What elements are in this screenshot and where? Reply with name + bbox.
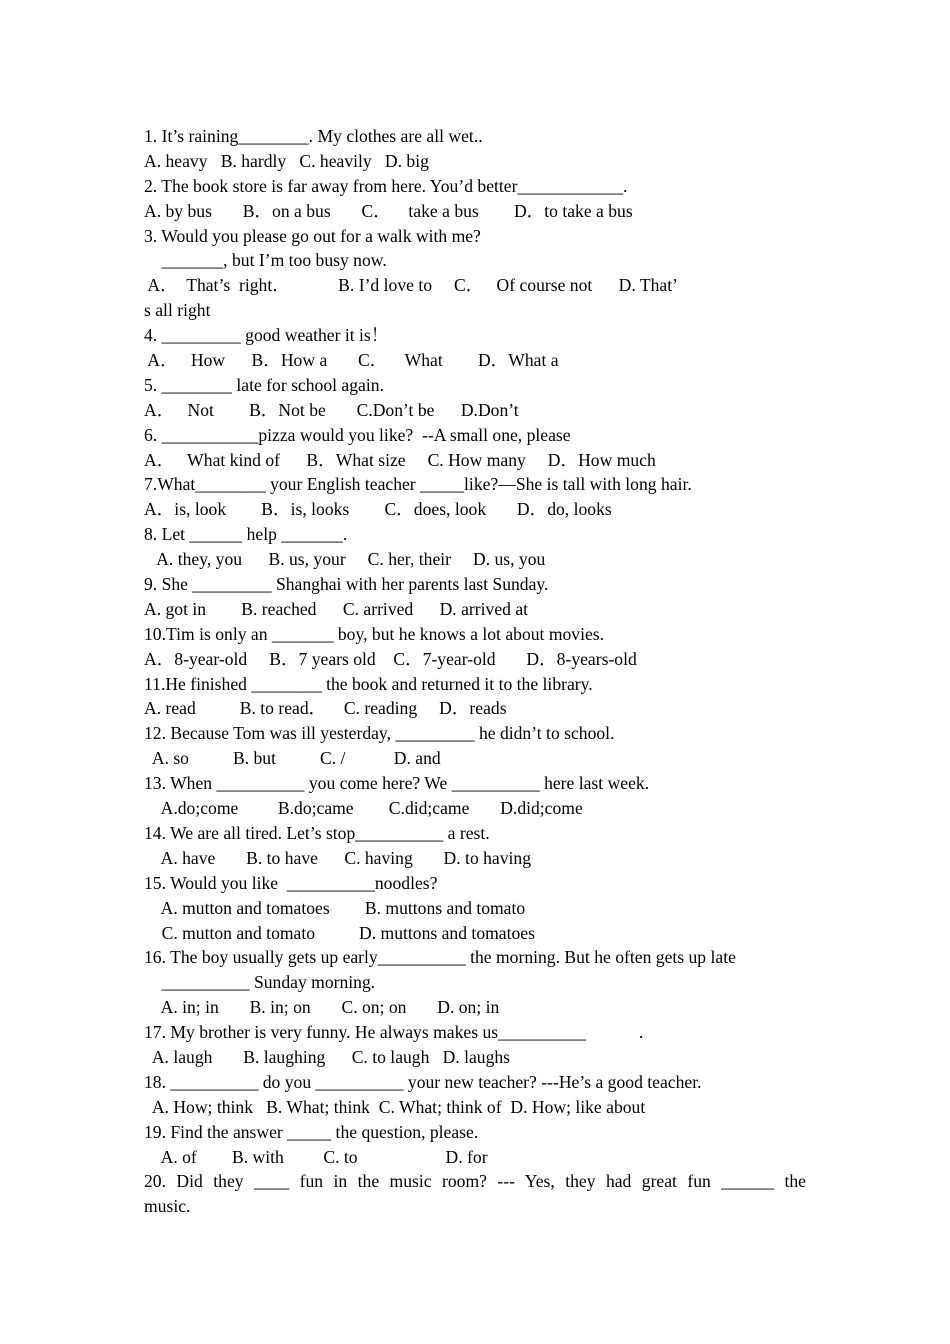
question-17: 17. My brother is very funny. He always makes us__________ . [144, 1022, 644, 1043]
options-10: A．8-year-old B．7 years old C．7-year-old D．8-years-old [144, 648, 637, 669]
options-12: A. so B. but C. / D. and [144, 748, 441, 769]
question-6: 6. ___________pizza would you like? --A small one, please [144, 424, 571, 445]
exercise-document [144, 124, 806, 1219]
options-7: A．is, look B．is, looks C．does, look D．do, looks [144, 499, 612, 520]
question-11: 11.He finished ________ the book and returned it to the library. [144, 673, 593, 694]
question-4: 4. _________ good weather it is！ [144, 325, 389, 346]
question-15: 15. Would you like __________noodles? [144, 872, 438, 893]
options-3: A． That’s right． B. I’d love to C． Of course not D. That’ [144, 275, 678, 296]
options-15-c-d: C. mutton and tomato D. muttons and tomatoes [144, 922, 535, 943]
question-5: 5. ________ late for school again. [144, 374, 384, 395]
options-16: A. in; in B. in; on C. on; on D. on; in [144, 997, 500, 1018]
question-10: 10.Tim is only an _______ boy, but he knows a lot about movies. [144, 623, 605, 644]
question-1: 1. It’s raining________. My clothes are all wet.. [144, 126, 483, 146]
options-4: A． How B．How a C． What D．What a [144, 350, 559, 371]
question-2: 2. The book store is far away from here. You’d better____________. [144, 175, 628, 196]
options-1: A. heavy B. hardly C. heavily D. big [144, 150, 429, 171]
options-6: A． What kind of B．What size C. How many D．How much [144, 449, 656, 470]
question-8: 8. Let ______ help _______. [144, 524, 348, 545]
options-15-a-b: A. mutton and tomatoes B. muttons and tomato [144, 897, 526, 918]
question-18: 18. __________ do you __________ your new teacher? ---He’s a good teacher. [144, 1071, 702, 1092]
question-12: 12. Because Tom was ill yesterday, _________ he didn’t to school. [144, 723, 615, 744]
question-16: 16. The boy usually gets up early__________ the morning. But he often gets up late [144, 947, 736, 968]
options-19: A. of B. with C. to D. for [144, 1146, 488, 1167]
question-19: 19. Find the answer _____ the question, please. [144, 1121, 479, 1142]
question-13: 13. When __________ you come here? We __________ here last week. [144, 773, 650, 794]
question-3: 3. Would you please go out for a walk with me? [144, 225, 481, 246]
options-8: A. they, you B. us, your C. her, their D. us, you [144, 549, 546, 570]
options-9: A. got in B. reached C. arrived D. arrived at [144, 598, 529, 619]
question-3-response: _______, but I’m too busy now. [144, 250, 387, 271]
options-11: A. read B. to read． C. reading D．reads [144, 698, 507, 719]
options-13: A.do;come B.do;came C.did;came D.did;come [144, 798, 583, 819]
options-3-continued: s all right [144, 300, 211, 321]
question-16-continued: __________ Sunday morning. [144, 972, 376, 993]
question-9: 9. She _________ Shanghai with her parents last Sunday. [144, 574, 549, 595]
question-7: 7.What________ your English teacher _____like?—She is tall with long hair. [144, 474, 692, 495]
options-5: A． Not B．Not be C.Don’t be D.Don’t [144, 399, 519, 420]
options-14: A. have B. to have C. having D. to having [144, 847, 532, 868]
options-17: A. laugh B. laughing C. to laugh D. laughs [144, 1046, 511, 1067]
options-18: A. How; think B. What; think C. What; think of D. How; like about [144, 1096, 646, 1117]
question-20-continued: music. [144, 1196, 191, 1217]
question-20: 20. Did they ____ fun in the music room? --- Yes, they had great fun ______ the [144, 1171, 806, 1192]
options-2: A. by bus B．on a bus C． take a bus D．to take a bus [144, 200, 633, 221]
question-14: 14. We are all tired. Let’s stop__________ a rest. [144, 822, 490, 843]
